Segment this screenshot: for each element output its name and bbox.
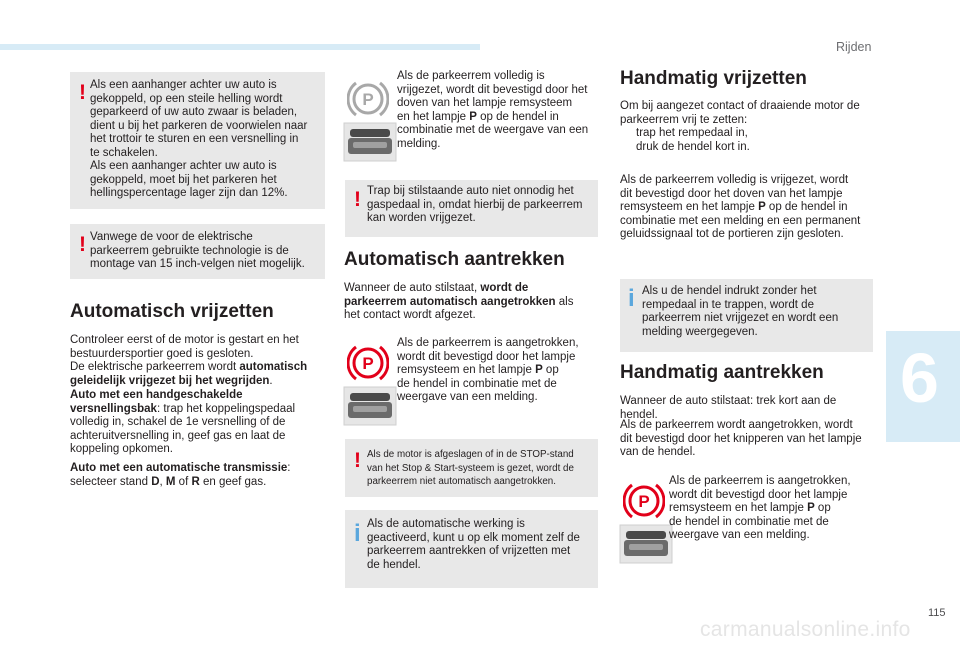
- heading-automatisch-aantrekken: Automatisch aantrekken: [344, 249, 565, 270]
- parking-brake-indicator: [343, 78, 397, 162]
- section-title: Rijden: [836, 40, 872, 54]
- info-icon: i: [628, 285, 635, 312]
- warning-box-rims: [70, 224, 325, 279]
- warning-text: Trap bij stilstaande auto niet onnodig het gaspedaal in, omdat hierbij de parkeerrem kan worden vrijgezet.: [367, 185, 583, 224]
- exclamation-icon: !: [354, 188, 361, 211]
- paragraph-manual-release-intro: Om bij aangezet contact of draaiende motor de parkeerrem vrij te zetten:: [620, 100, 860, 126]
- svg-text:P: P: [362, 90, 374, 109]
- list-item: druk de hendel kort in.: [636, 141, 750, 153]
- heading-handmatig-aantrekken: Handmatig aantrekken: [620, 362, 824, 383]
- chapter-tab: [886, 331, 960, 442]
- exclamation-icon: !: [79, 81, 86, 104]
- info-text: Als u de hendel indrukt zonder het rempedaal in te trappen, wordt de parkeerrem niet vrijgezet en wordt een melding weergegeven.: [642, 285, 839, 338]
- paragraph-manual-release-confirmation: Als de parkeerrem volledig is vrijgezet, wordt dit bevestigd door het doven van het lampje remsysteem en het lampje P op de hendel in combinatie met een melding en een permanent geluidssignaal tot de portieren zijn gesloten.: [620, 174, 861, 240]
- lever-icon: [343, 386, 397, 426]
- parking-brake-indicator-applied: [343, 342, 397, 426]
- header-accent-bar: [0, 44, 480, 50]
- heading-handmatig-vrijzetten: Handmatig vrijzetten: [620, 68, 807, 89]
- info-text: Als de automatische werking is geactiveerd, kunt u op elk moment zelf de parkeerrem aantrekken of vrijzetten met de hendel.: [367, 518, 580, 571]
- chapter-number: 6: [900, 339, 939, 417]
- warning-text: Als de motor is afgeslagen of in de STOP-stand van het Stop & Start-systeem is gezet, wordt de parkeerrem niet automatisch aangetrokken.: [367, 449, 574, 487]
- warning-box-stop-start: [345, 439, 598, 497]
- page-number: 115: [928, 607, 946, 619]
- lever-icon: [343, 122, 397, 162]
- paragraph-auto-apply: Wanneer de auto stilstaat, wordt de parkeerrem automatisch aangetrokken als het contact wordt afgezet.: [344, 282, 574, 321]
- warning-text: Als een aanhanger achter uw auto is gekoppeld, op een steile helling wordt geparkeerd of uw auto zwaar is beladen, dient u bij het parkeren de voorwielen naar het trottoir te sturen en een versnelling in te schakelen. Als een aanhanger achter uw auto is gekoppeld, moet bij het parkeren het hellingspercentage lager zijn dan 12%.: [90, 79, 308, 199]
- warning-box-trailer: [70, 72, 325, 209]
- lever-icon: [619, 524, 673, 564]
- parking-brake-indicator-manual: [619, 480, 673, 564]
- parking-brake-icon: [347, 78, 389, 120]
- info-icon: i: [354, 520, 361, 547]
- paragraph-manual-apply-intro: Wanneer de auto stilstaat: trek kort aan de hendel.: [620, 395, 837, 421]
- paragraph-apply-confirmation: Als de parkeerrem is aangetrokken, wordt dit bevestigd door het lampje remsysteem en het lampje P op de hendel in combinatie met de weergave van een melding.: [397, 337, 579, 403]
- paragraph-manual-apply-flash: Als de parkeerrem wordt aangetrokken, wordt dit bevestigd door het knipperen van het lampje van de hendel.: [620, 419, 862, 458]
- heading-automatisch-vrijzetten: Automatisch vrijzetten: [70, 301, 274, 322]
- paragraph-auto-release: De elektrische parkeerrem wordt automatisch geleidelijk vrijgezet bij het wegrijden.: [70, 361, 308, 387]
- parking-brake-icon: [623, 480, 665, 522]
- watermark: carmanualsonline.info: [700, 618, 911, 641]
- paragraph-release-confirmation: Als de parkeerrem volledig is vrijgezet, wordt dit bevestigd door het doven van het lampje remsysteem en het lampje P op de hendel in combinatie met de weergave van een melding.: [397, 70, 589, 150]
- info-box-lever-without-pedal: [620, 279, 873, 352]
- paragraph-automatic-transmission: Auto met een automatische transmissie: selecteer stand D, M of R en geef gas.: [70, 462, 291, 488]
- exclamation-icon: !: [79, 233, 86, 256]
- list-item: trap het rempedaal in,: [636, 127, 748, 139]
- paragraph-check-engine: Controleer eerst of de motor is gestart en het bestuurdersportier goed is gesloten.: [70, 334, 299, 360]
- paragraph-manual-gearbox: Auto met een handgeschakelde versnellingsbak: trap het koppelingspedaal volledig in, schakel de 1e versnelling of de achteruitversnelling in, geef gas en laat de koppeling opkomen.: [70, 389, 296, 455]
- info-box-automatic-mode: [345, 510, 598, 588]
- parking-brake-icon: [347, 342, 389, 384]
- svg-text:P: P: [638, 492, 650, 511]
- svg-text:P: P: [362, 354, 374, 373]
- exclamation-icon: !: [354, 449, 361, 472]
- paragraph-manual-apply-confirmation: Als de parkeerrem is aangetrokken, wordt dit bevestigd door het lampje remsysteem en het lampje P op de hendel in combinatie met de weergave van een melding.: [669, 475, 851, 541]
- warning-text: Vanwege de voor de elektrische parkeerrem gebruikte technologie is de montage van 15 inch-velgen niet mogelijk.: [90, 231, 305, 270]
- warning-box-accelerator: [345, 180, 598, 237]
